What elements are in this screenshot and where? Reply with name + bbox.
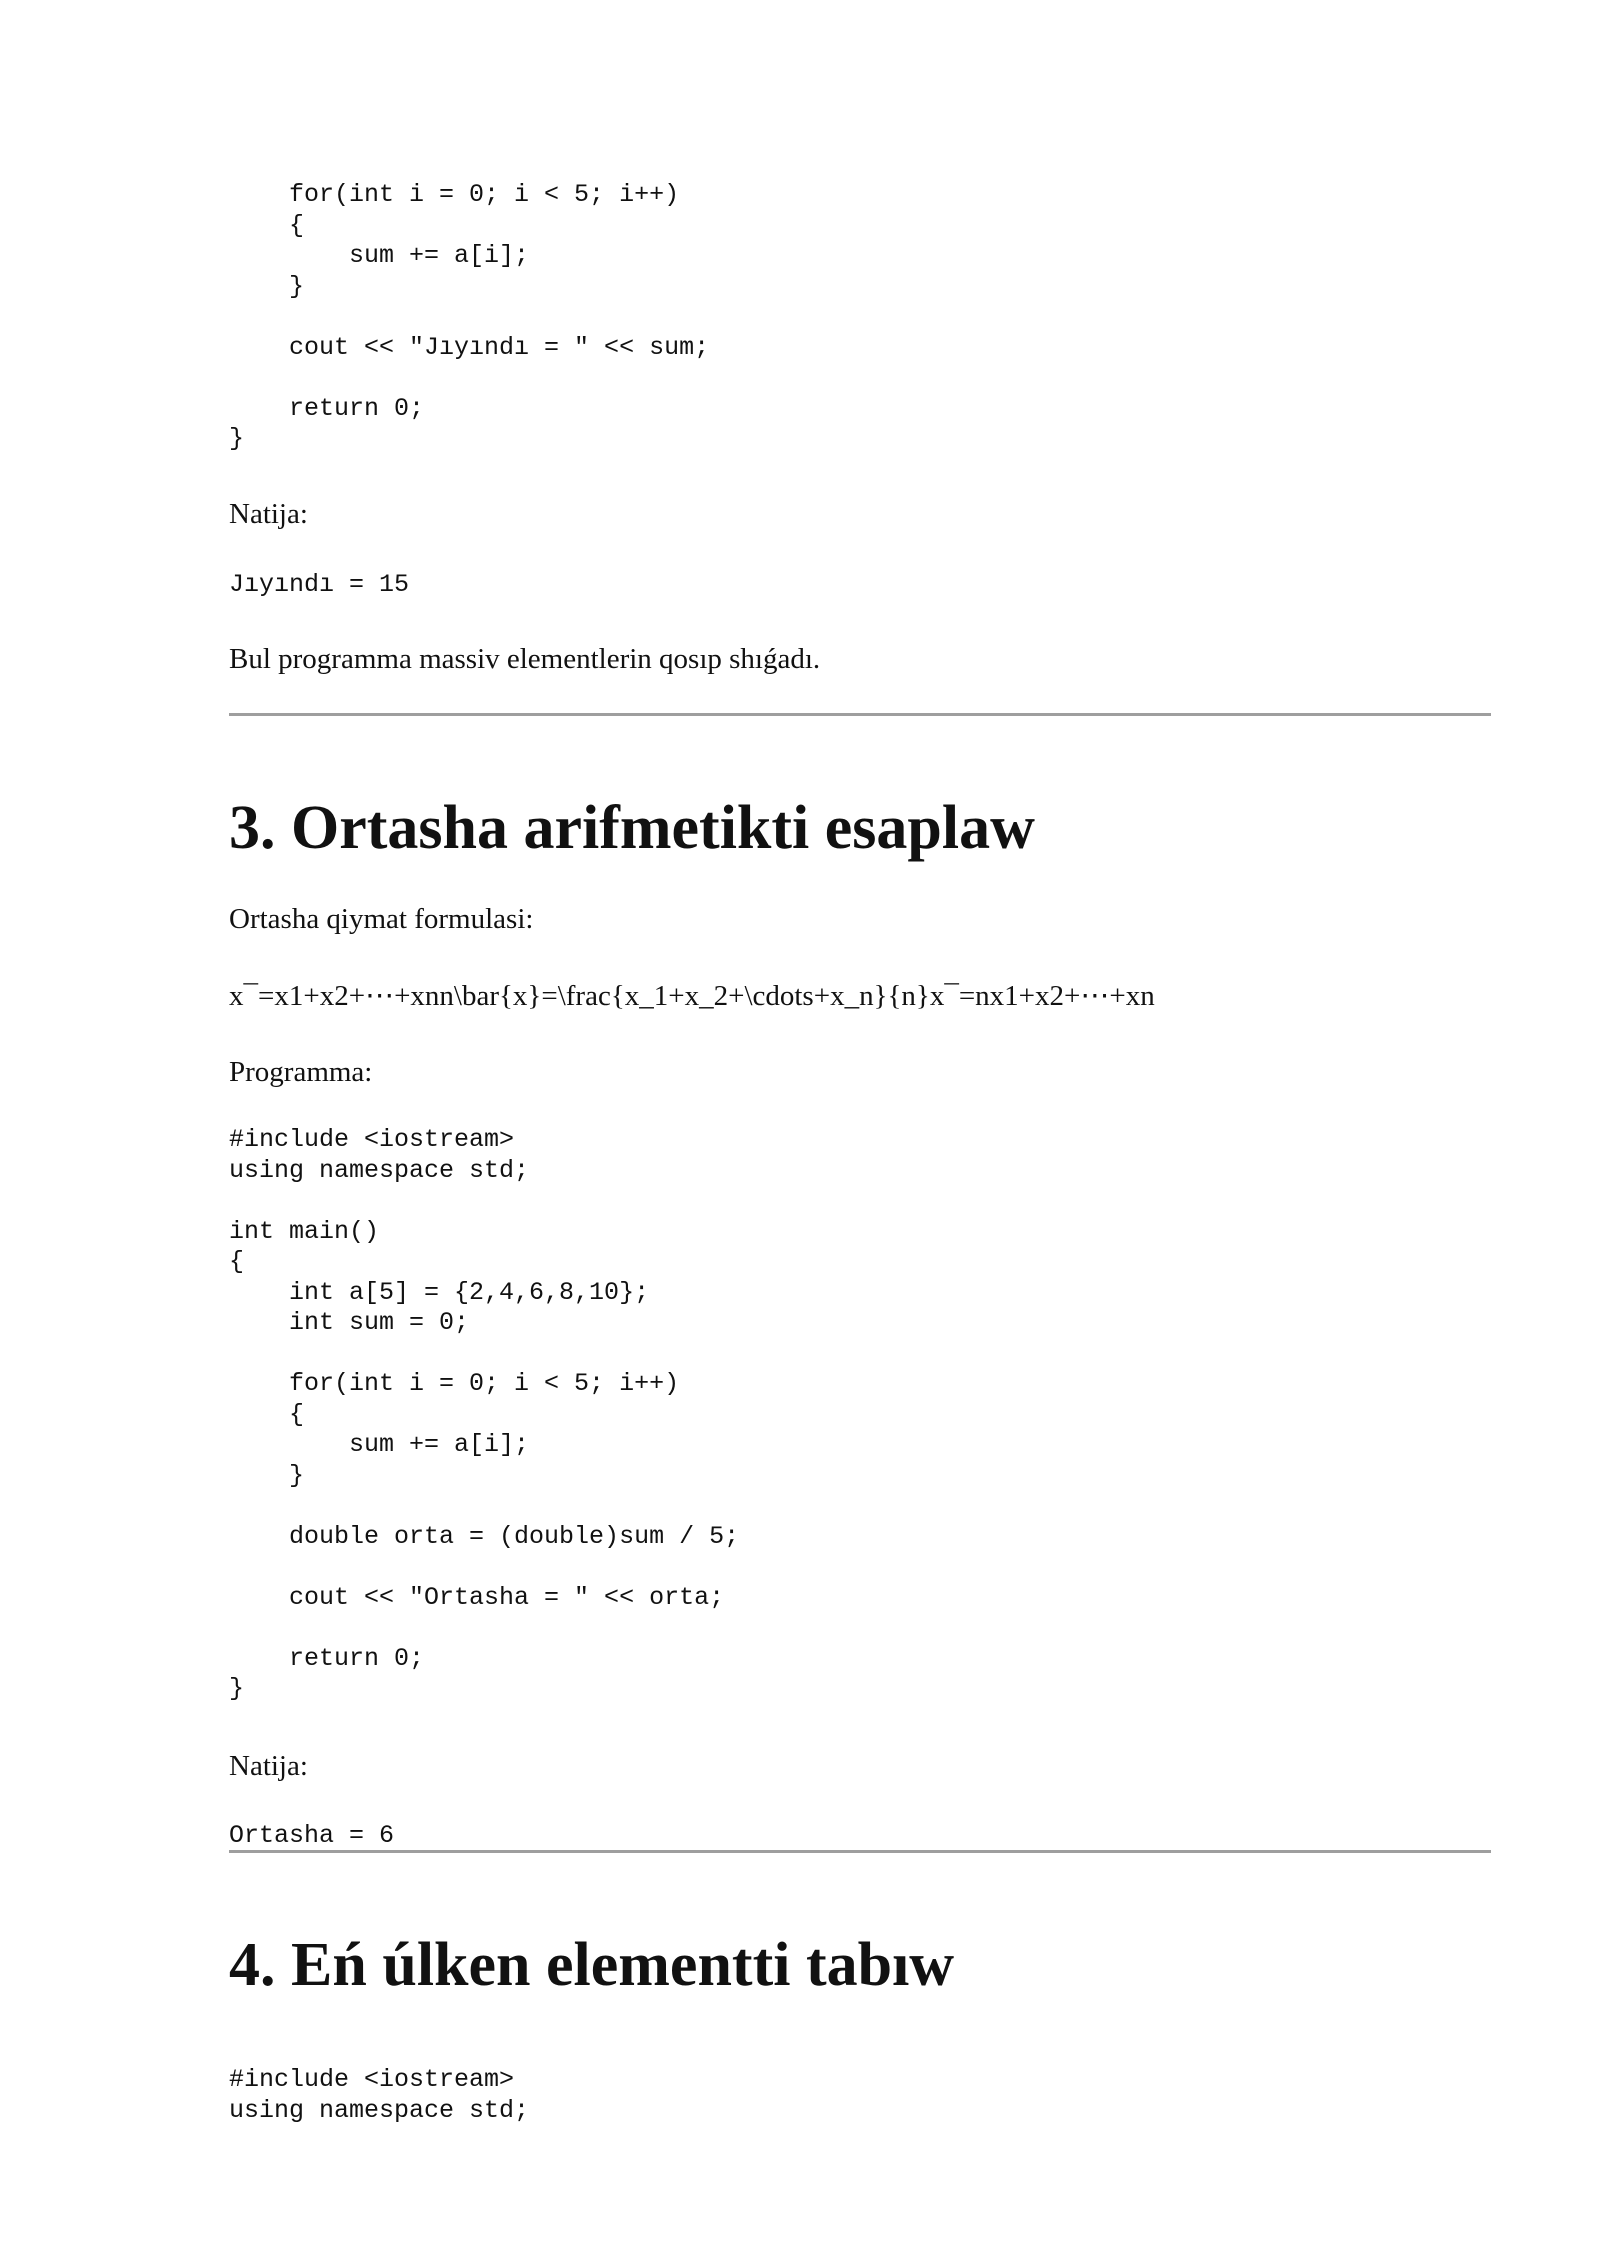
section-heading: 4. Eń úlken elementti tabıw [229, 1931, 955, 1999]
program-label: Programma: [229, 1056, 373, 1088]
output-block: Ortasha = 6 [229, 1821, 395, 1850]
code-block-average: #include <iostream> using namespace std; int main() { int a[5] = {2,4,6,8,10}; int sum = 0; for(int i = 0; i < 5; i++) { sum += a[i]; } double orta = (double)sum / 5; cout << "Ortasha = " << orta; return 0; } [229, 1125, 740, 1703]
description-paragraph: Bul programma massiv elementlerin qosıp shıǵadı. [229, 643, 821, 675]
result-label: Natija: [229, 1750, 308, 1782]
output-block: Jıyındı = 15 [229, 570, 410, 599]
code-block-sum-loop: for(int i = 0; i < 5; i++) { sum += a[i]; } cout << "Jıyındı = " << sum; return 0; } [229, 180, 710, 453]
section-divider [229, 1850, 1491, 1853]
code-block-max-element: #include <iostream> using namespace std; [229, 2065, 530, 2125]
formula-intro: Ortasha qiymat formulasi: [229, 903, 534, 935]
section-heading: 3. Ortasha arifmetikti esaplaw [229, 794, 1035, 862]
formula: x¯=x1+x2+⋯+xnn\bar{x}=\frac{x_1+x_2+\cdots+x_n}{n}x¯=nx1+x2+⋯+xn [229, 980, 1155, 1012]
section-divider [229, 713, 1491, 716]
result-label: Natija: [229, 498, 308, 530]
